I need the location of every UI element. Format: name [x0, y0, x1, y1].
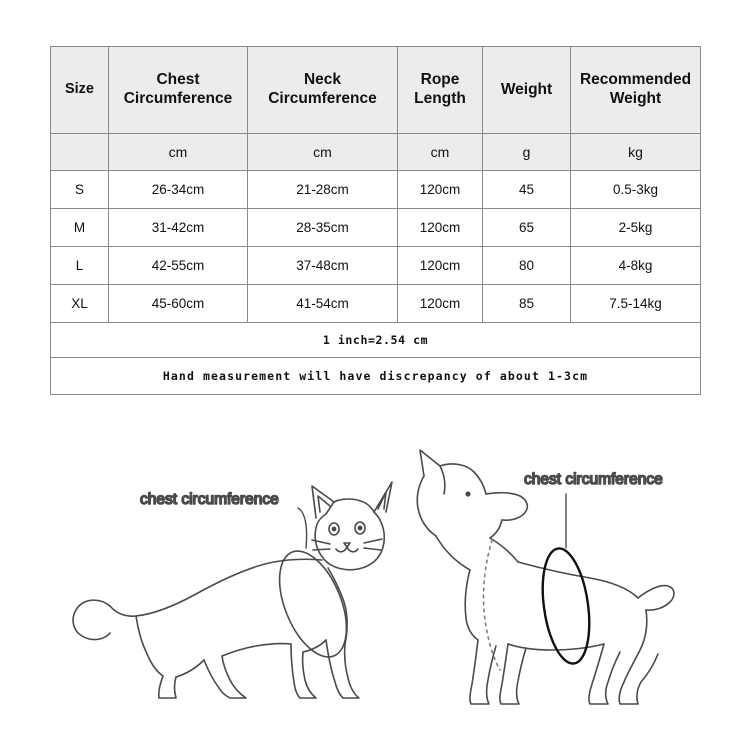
dog-chest-label: chest circumference	[524, 471, 663, 488]
cell-recommended-weight: 4-8kg	[571, 247, 701, 285]
table-header-row	[51, 47, 701, 134]
cell-chest: 45-60cm	[109, 285, 248, 323]
cell-recommended-weight: 0.5-3kg	[571, 171, 701, 209]
table-unit-row	[51, 134, 701, 171]
unit-rope: cm	[398, 134, 483, 171]
cell-recommended-weight: 7.5-14kg	[571, 285, 701, 323]
cell-rope: 120cm	[398, 209, 483, 247]
cell-weight: 45	[483, 171, 571, 209]
cat-label-leader-line	[298, 508, 307, 548]
table-row	[51, 285, 701, 323]
cell-weight: 80	[483, 247, 571, 285]
header-weight: Weight	[483, 47, 571, 134]
cell-size: S	[51, 171, 109, 209]
cell-weight: 65	[483, 209, 571, 247]
dog-outline	[417, 450, 674, 704]
cell-size: M	[51, 209, 109, 247]
measurement-illustration	[0, 408, 750, 750]
header-recommended-weight: Recommended Weight	[571, 47, 701, 134]
dog-chest-circumference-ellipse	[536, 546, 596, 667]
table-row	[51, 171, 701, 209]
unit-recommended-weight: kg	[571, 134, 701, 171]
header-rope-length: Rope Length	[398, 47, 483, 134]
cell-neck: 37-48cm	[248, 247, 398, 285]
header-neck-circumference: Neck Circumference	[248, 47, 398, 134]
cat-outline	[73, 482, 392, 698]
cell-chest: 42-55cm	[109, 247, 248, 285]
cell-chest: 26-34cm	[109, 171, 248, 209]
table-row	[51, 209, 701, 247]
unit-size	[51, 134, 109, 171]
size-chart-table	[50, 46, 701, 395]
cell-weight: 85	[483, 285, 571, 323]
table-note-row	[51, 323, 701, 358]
cell-neck: 28-35cm	[248, 209, 398, 247]
cell-recommended-weight: 2-5kg	[571, 209, 701, 247]
unit-neck: cm	[248, 134, 398, 171]
header-chest-circumference: Chest Circumference	[109, 47, 248, 134]
note-inch-conversion: 1 inch=2.54 cm	[51, 323, 701, 358]
cell-rope: 120cm	[398, 247, 483, 285]
size-chart-table-container	[50, 46, 700, 395]
cell-neck: 21-28cm	[248, 171, 398, 209]
note-measurement-discrepancy: Hand measurement will have discrepancy of about 1-3cm	[51, 358, 701, 395]
cell-neck: 41-54cm	[248, 285, 398, 323]
cell-size: XL	[51, 285, 109, 323]
cell-rope: 120cm	[398, 171, 483, 209]
unit-weight: g	[483, 134, 571, 171]
cell-rope: 120cm	[398, 285, 483, 323]
cell-size: L	[51, 247, 109, 285]
table-row	[51, 247, 701, 285]
table-note-row	[51, 358, 701, 395]
dog-chest-dotted-guide	[483, 540, 500, 670]
cat-chest-label: chest circumference	[140, 491, 279, 508]
header-size: Size	[51, 47, 109, 134]
unit-chest: cm	[109, 134, 248, 171]
cell-chest: 31-42cm	[109, 209, 248, 247]
